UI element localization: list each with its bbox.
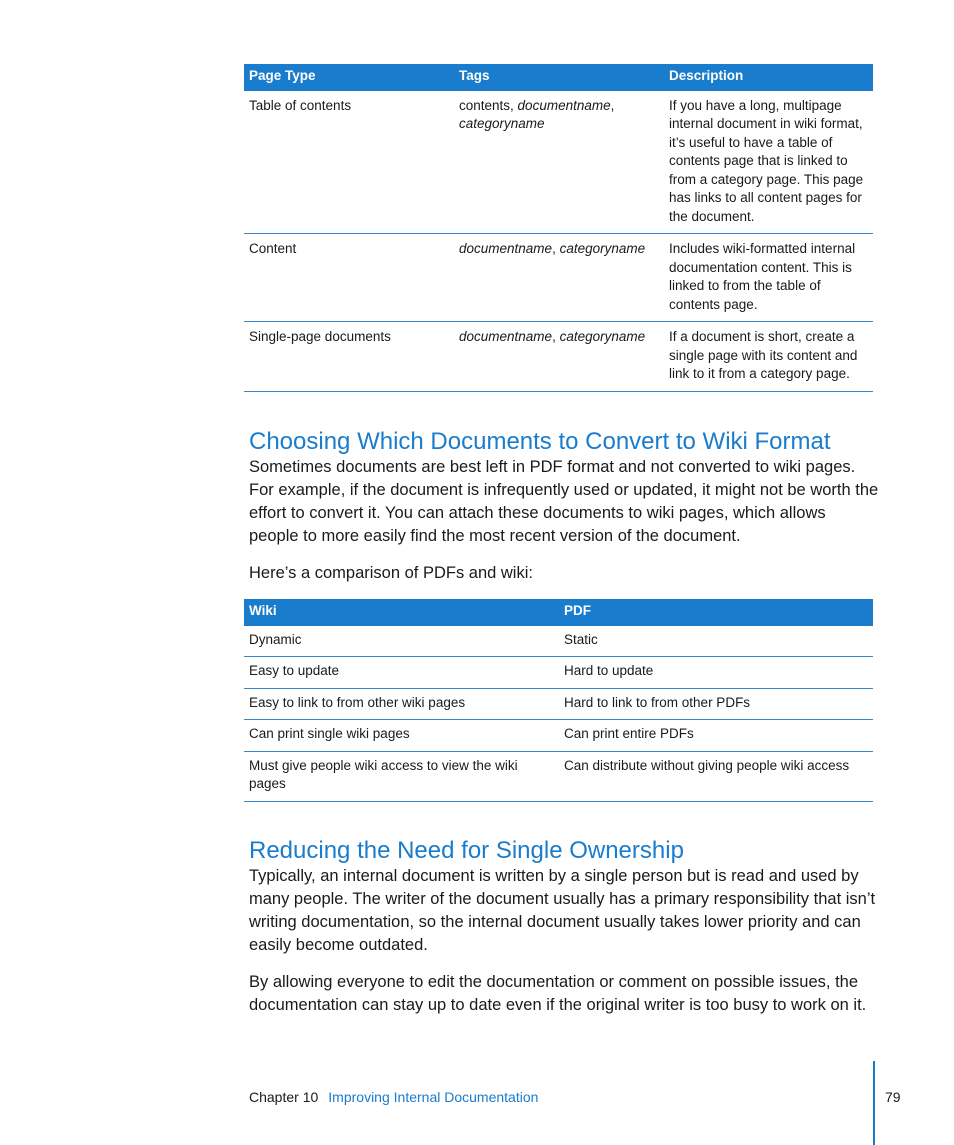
wiki-cell: Can print single wiki pages — [244, 720, 559, 752]
table-row — [244, 626, 873, 657]
chapter-label: Chapter 10 — [249, 1089, 319, 1105]
section-paragraph: Typically, an internal document is written by a single person but is read and used by many people. The writer of the document usually has a primary responsibility that isn’t writing documentation, so the internal document usually takes lower priority and can easily become outdated. — [249, 867, 876, 954]
tags-cell — [454, 234, 664, 322]
table-row — [244, 688, 873, 720]
section-paragraph: Sometimes documents are best left in PDF format and not converted to wiki pages. For example, if the document is infrequently used or updated, it might not be worth the effort to convert it. You can attach these documents to wiki pages, which allows people to more easily find the most recent version of the document. — [249, 458, 879, 545]
description-cell: If you have a long, multipage internal document in wiki format, it’s useful to have a table of contents page that is linked to from a category page. This page has links to all content pages for the document. — [664, 91, 873, 234]
description-cell: If a document is short, create a single page with its content and link to it from a category page. — [664, 322, 873, 392]
page-types-table — [244, 64, 873, 392]
tag-categoryname: categoryname — [559, 329, 646, 344]
wiki-cell: Must give people wiki access to view the wiki pages — [244, 751, 559, 801]
tags-cell — [454, 322, 664, 392]
tag-documentname: documentname — [459, 241, 553, 256]
table-row — [244, 91, 873, 234]
column-header-page-type: Page Type — [244, 64, 454, 91]
page-type-cell: Single-page documents — [244, 322, 454, 392]
tags-separator: , — [552, 329, 560, 344]
tag-documentname: documentname — [517, 97, 611, 113]
wiki-cell: Easy to link to from other wiki pages — [244, 688, 559, 720]
column-header-description: Description — [664, 64, 873, 91]
tag-categoryname: categoryname — [559, 241, 646, 256]
chapter-title-link[interactable]: Improving Internal Documentation — [328, 1089, 539, 1105]
tag-documentname: documentname — [459, 329, 553, 344]
table-row — [244, 322, 873, 392]
description-cell: Includes wiki-formatted internal documentation content. This is linked to from the table of contents page. — [664, 234, 873, 322]
pdf-cell: Hard to link to from other PDFs — [559, 688, 873, 720]
section-heading-single-ownership: Reducing the Need for Single Ownership — [249, 837, 684, 864]
table-row — [244, 720, 873, 752]
pdf-cell: Hard to update — [559, 657, 873, 689]
table-row — [244, 234, 873, 322]
column-header-wiki: Wiki — [244, 599, 559, 626]
table-row — [244, 751, 873, 801]
section-paragraph: By allowing everyone to edit the documentation or comment on possible issues, the documentation can stay up to date even if the original writer is too busy to work on it. — [249, 973, 867, 1014]
page-number: 79 — [885, 1089, 901, 1105]
tags-separator: , — [610, 97, 615, 113]
table-row — [244, 657, 873, 689]
footer-divider — [873, 1061, 875, 1145]
pdf-cell: Can distribute without giving people wiki access — [559, 751, 873, 801]
wiki-cell: Dynamic — [244, 626, 559, 657]
section-heading-choosing-documents: Choosing Which Documents to Convert to Wiki Format — [249, 428, 831, 455]
tags-prefix: contents, — [459, 97, 518, 113]
table-header-row — [244, 64, 873, 91]
tags-separator: , — [552, 241, 560, 256]
comparison-intro: Here’s a comparison of PDFs and wiki: — [249, 564, 533, 582]
wiki-cell: Easy to update — [244, 657, 559, 689]
tags-cell — [454, 91, 664, 234]
pdf-cell: Can print entire PDFs — [559, 720, 873, 752]
page-type-cell: Table of contents — [244, 91, 454, 234]
page-footer — [249, 1088, 538, 1106]
pdf-cell: Static — [559, 626, 873, 657]
page-type-cell: Content — [244, 234, 454, 322]
column-header-pdf: PDF — [559, 599, 873, 626]
table-header-row — [244, 599, 873, 626]
tag-categoryname: categoryname — [459, 116, 545, 131]
wiki-pdf-comparison-table — [244, 599, 873, 802]
column-header-tags: Tags — [454, 64, 664, 91]
